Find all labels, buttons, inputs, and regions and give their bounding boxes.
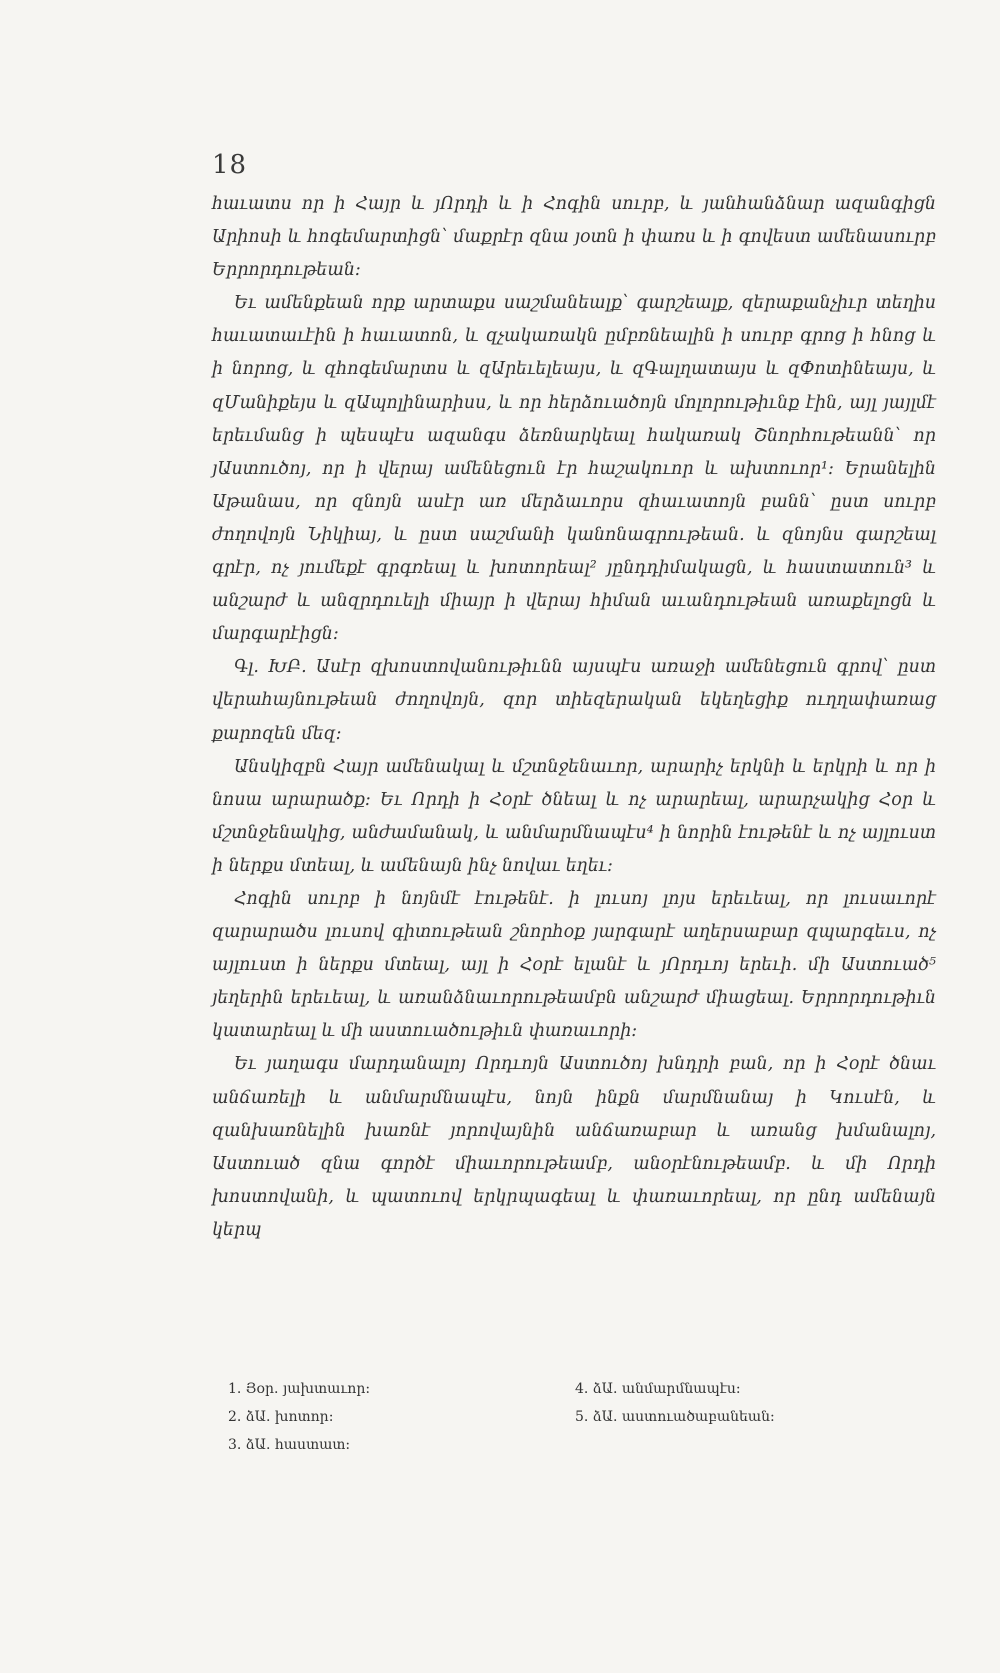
paragraph: Անսկիզբն Հայր ամենակալ և մշտնջենաւոր, արարիչ երկնի և երկրի և որ ի նոսա արարածք։ Եւ Որդի ի Հօրէ ծնեալ և ոչ արարեալ, արարչակից Հօր և մշտնջենակից, անժամանակ, և անմարմնապէս⁴ ի նորին էութենէ և ոչ այլուստ ի ներքս մտեալ, և ամենայն ինչ նովաւ եղեւ։ — [212, 756, 936, 876]
footnotes-left-column — [228, 1375, 568, 1459]
paragraph: Եւ ամենքեան որք արտաքս սաշմանեալք՝ գարշեալք, զերաքանչիւր տեղիս հաւատաւէին ի հաւատոն, և զչակառակն ըմբռնեալին ի սուրբ գրոց ի հնոց և ի նորոց, և զհոգեմարտս և զԱրեւելեայս, և զԳալղատայս և զՓոտինեայս, և զՄանիքեյս և զԱպոլինարիսս, և որ հերձուածոյն մոլորութիւնք էին, այլ յայլմէ երեւմանց ի պեսպէս ազանգս ձեռնարկեալ հակառակ Շնորհութեանն՝ որ յԱստուծոյ, որ ի վերայ ամենեցուն էր հաշակուոր և ախտուոր¹։ Երանելին Աթանաս, որ զնոյն ասէր առ մերձաւորս զհաւատոյն բանն՝ ըստ սուրբ ժողովոյն Նիկիայ, և ըստ սաշմանի կանոնագրութեան. և զնոյնս գարշեալ գրէր, ոչ յումեքէ գրգռեալ և խոտորեալ² յընդդիմակացն, և հաստատուն³ և անշարժ և անզրդուելի միայր ի վերայ հիման աւանդութեան առաքելոցն և մարգարէիցն։ — [212, 293, 936, 645]
paragraph: Եւ յաղագս մարդանալոյ Որդւոյն Աստուծոյ խնդրի բան, որ ի Հօրէ ծնաւ անճառելի և անմարմնապէս, նոյն ինքն մարմնանայ ի Կուսէն, և զանխառնելին խառնէ յորովայնին անճառաբար և առանց խմանալոյ, Աստուած զնա գործէ միաւորութեամբ, անօրէնութեամբ. և մի Որդի խոստովանի, և պատուով երկրպագեալ և փառաւորեալ, որ ընդ ամենայն կերպ — [212, 1054, 936, 1240]
footnote: 5. ձԱ. աստուածաբանեան։ — [575, 1409, 775, 1425]
footnote: 4. ձԱ. անմարմնապէս։ — [575, 1381, 741, 1397]
page-number: 18 — [212, 150, 248, 180]
footnote: 1. Յօր. յախտաւոր։ — [228, 1381, 371, 1397]
footnotes-right-column — [575, 1375, 915, 1431]
body-text — [212, 188, 936, 1247]
paragraph: Գլ. ԽԲ. Ասէր զխոստովանութիւնն այսպէս առաջի ամենեցուն գրով՝ ըստ վերահայնութեան ժողովոյն, զոր տիեզերական եկեղեցիք ուղղափառաց քարոզեն մեզ։ — [212, 657, 936, 744]
footnote: 3. ձԱ. հաստատ։ — [228, 1437, 351, 1453]
footnote: 2. ձԱ. խոտոր։ — [228, 1409, 334, 1425]
paragraph: Հոգին սուրբ ի նոյնմէ էութենէ. ի լուսոյ լոյս երեւեալ, որ լուսաւորէ զարարածս լուսով գիտութեան շնորհօք յարգարէ աղերսաբար զպարգեւս, ոչ այլուստ ի ներքս մտեալ, այլ ի Հօրէ ելանէ և յՈրդւոյ երեւի. մի Աստուած⁵ յեղերին երեւեալ, և առանձնաւորութեամբն անշարժ միացեալ. Երրորդութիւն կատարեալ և մի աստուածութիւն փառաւորի։ — [212, 888, 936, 1042]
paragraph: հաւատս որ ի Հայր և յՈրդի և ի Հոգին սուրբ, և յանհանձնար ազանգիցն Արիոսի և հոգեմարտիցն՝ մաքրէր զնա յօտն ի փառս և ի գովեստ ամենասուրբ Երրորդութեան։ — [212, 194, 936, 281]
